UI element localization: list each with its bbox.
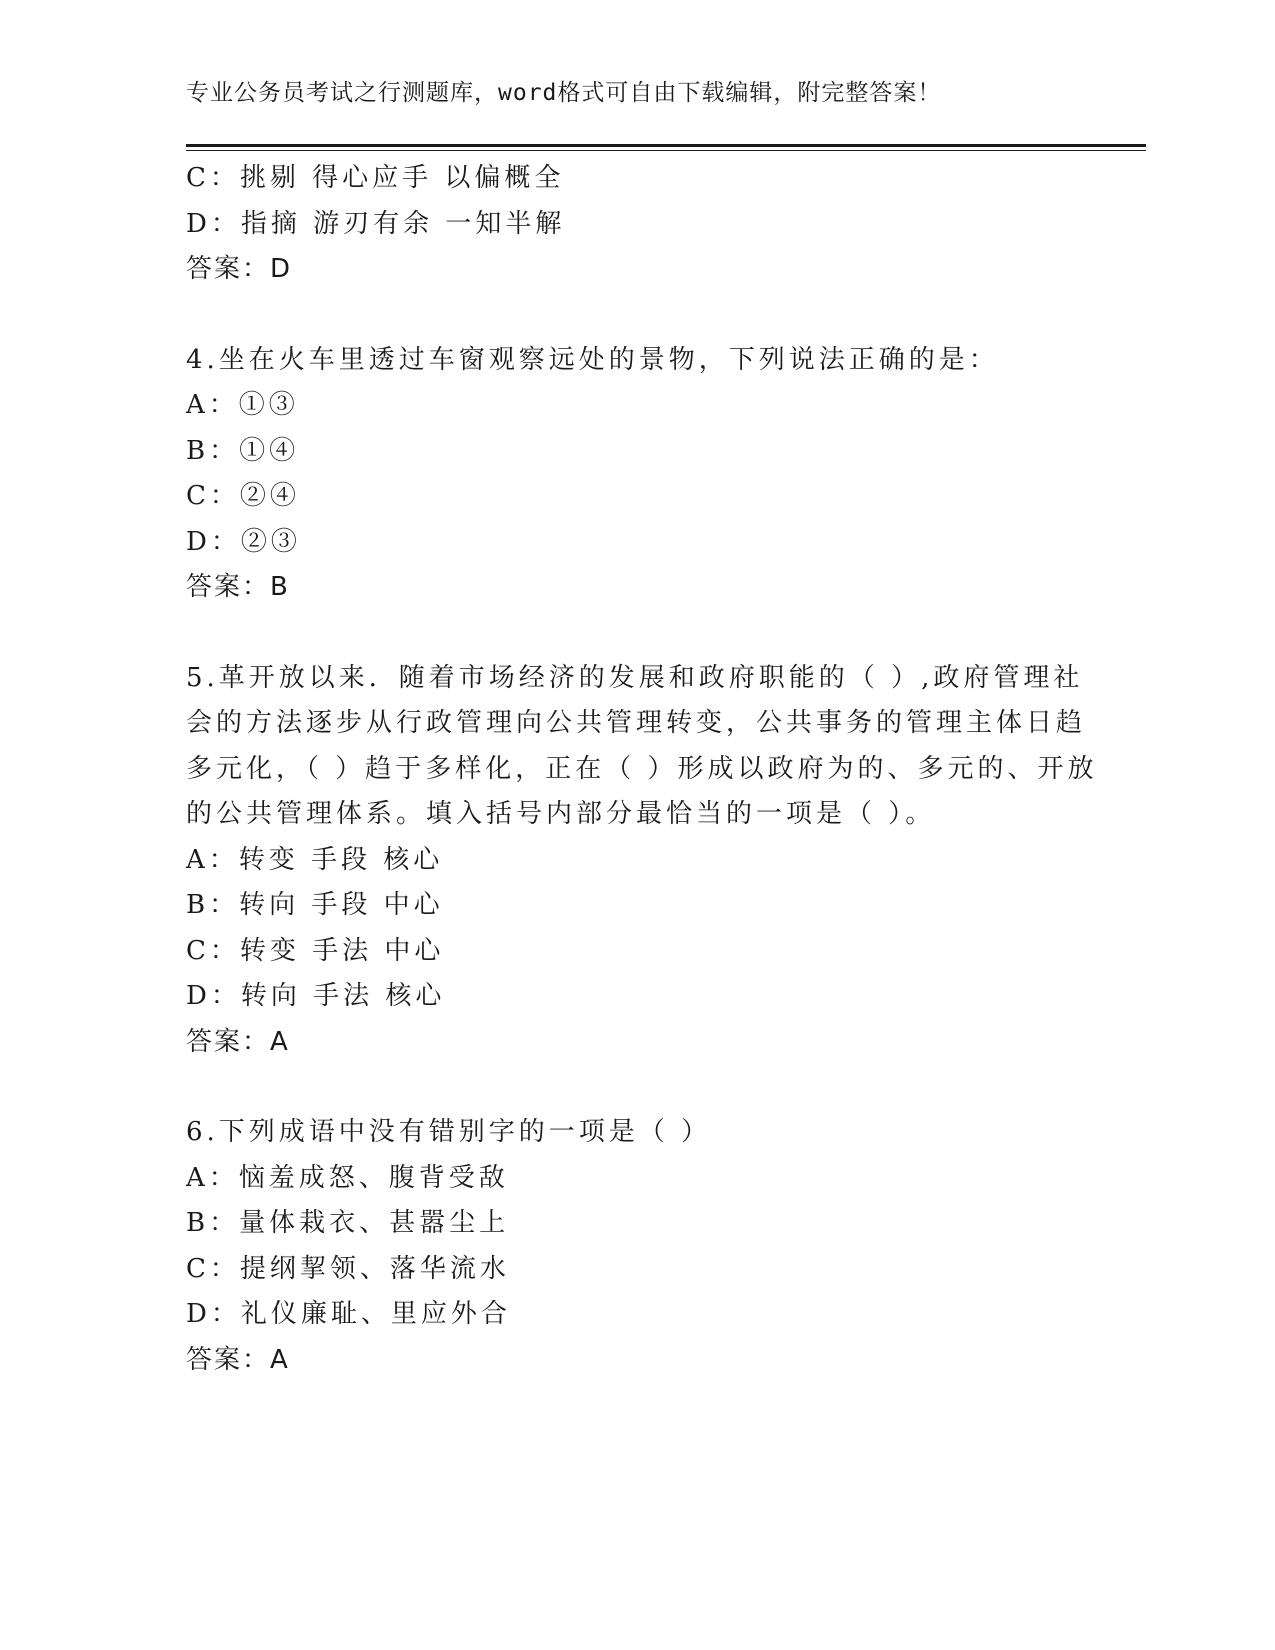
- option-c: C：挑剔 得心应手 以偏概全: [186, 163, 565, 193]
- question-stem: 6.下列成语中没有错别字的一项是（ ）: [186, 1117, 712, 1147]
- option-b: B：量体栽衣、甚嚣尘上: [186, 1208, 510, 1238]
- option-c: C：提纲挈领、落华流水: [186, 1253, 510, 1284]
- question-stem-line: 5.革开放以来．随着市场经济的发展和政府职能的（ ）,政府管理社: [186, 662, 1084, 693]
- document-body: [186, 156, 1098, 1383]
- option-c: C：②④: [186, 481, 300, 511]
- header-rule-thick: [186, 144, 1146, 147]
- option-b: B：转向 手段 中心: [186, 890, 444, 920]
- option-d: D：转向 手法 核心: [186, 981, 446, 1011]
- spacer: [186, 293, 1086, 338]
- header-rule-thin: [186, 150, 1146, 151]
- question-5: [186, 656, 1098, 1066]
- question-3-tail: [186, 156, 1086, 293]
- option-d: D：②③: [186, 526, 301, 557]
- option-a: A：转变 手段 核心: [186, 844, 444, 875]
- answer: 答案：D: [186, 254, 293, 284]
- spacer: [186, 611, 1086, 656]
- question-stem: 4.坐在火车里透过车窗观察远处的景物，下列说法正确的是：: [186, 344, 999, 375]
- question-stem-line: 多元化，（ ）趋于多样化，正在（ ）形成以政府为的、多元的、开放: [186, 753, 1098, 784]
- option-d: D：指摘 游刃有余 一知半解: [186, 208, 566, 239]
- question-4: [186, 338, 1086, 611]
- answer: 答案：A: [186, 1026, 290, 1057]
- answer: 答案：A: [186, 1344, 290, 1375]
- page-header: 专业公务员考试之行测题库，word格式可自由下载编辑，附完整答案！: [186, 80, 942, 106]
- spacer: [186, 1065, 1086, 1110]
- option-b: B：①④: [186, 435, 300, 466]
- question-stem-line: 会的方法逐步从行政管理向公共管理转变，公共事务的管理主体日趋: [186, 708, 1087, 738]
- option-c: C：转变 手法 中心: [186, 935, 445, 966]
- answer: 答案：B: [186, 572, 290, 602]
- option-d: D：礼仪廉耻、里应外合: [186, 1299, 511, 1329]
- option-a: A：①③: [186, 390, 299, 420]
- question-stem-line: 的公共管理体系。填入括号内部分最恰当的一项是（ ）。: [186, 799, 936, 829]
- question-6: [186, 1110, 1086, 1383]
- option-a: A：恼羞成怒、腹背受敌: [186, 1162, 509, 1193]
